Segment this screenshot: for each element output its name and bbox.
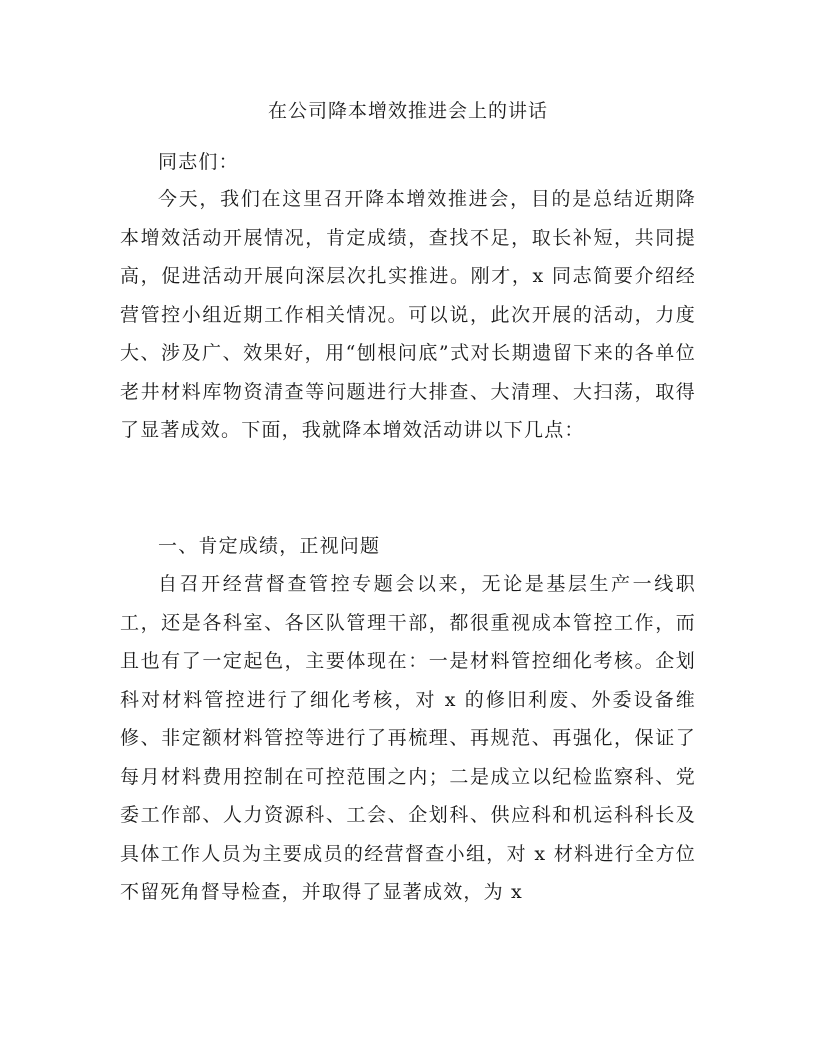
section-body-paragraph: 自召开经营督查管控专题会以来，无论是基层生产一线职工，还是各科室、各区队管理干部，都很重视成本管控工作，而且也有了一定起色，主要体现在：一是材料管控细化考核。企划科对材料管控进行了细化考核，对 x 的修旧利废、外委设备维修、非定额材料管控等进行了再梳理、再规范、再强化，保证了每月材料费用控制在可控范围之内；二是成立以纪检监察科、党委工作部、人力资源科、工会、企划科、供应科和机运科科长及具体工作人员为主要成员的经营督查小组，对 x 材料进行全方位不留死角督导检查，并取得了显著成效，为 x xyxy=(120,573,696,903)
document-title: 在公司降本增效推进会上的讲话 xyxy=(267,100,548,122)
intro-paragraph: 今天，我们在这里召开降本增效推进会，目的是总结近期降本增效活动开展情况，肯定成绩，查找不足，取长补短，共同提高，促进活动开展向深层次扎实推进。刚才，x 同志简要介绍经营管控小组近期工作相关情况。可以说，此次开展的活动，力度大、涉及广、效果好，用“刨根问底”式对长期遗留下来的各单位老井材料库物资清查等问题进行大排查、大清理、大扫荡，取得了显著成效。下面，我就降本增效活动讲以下几点： xyxy=(120,188,696,441)
section-heading: 一、肯定成绩，正视问题 xyxy=(158,535,381,557)
greeting-paragraph: 同志们： xyxy=(158,151,239,173)
